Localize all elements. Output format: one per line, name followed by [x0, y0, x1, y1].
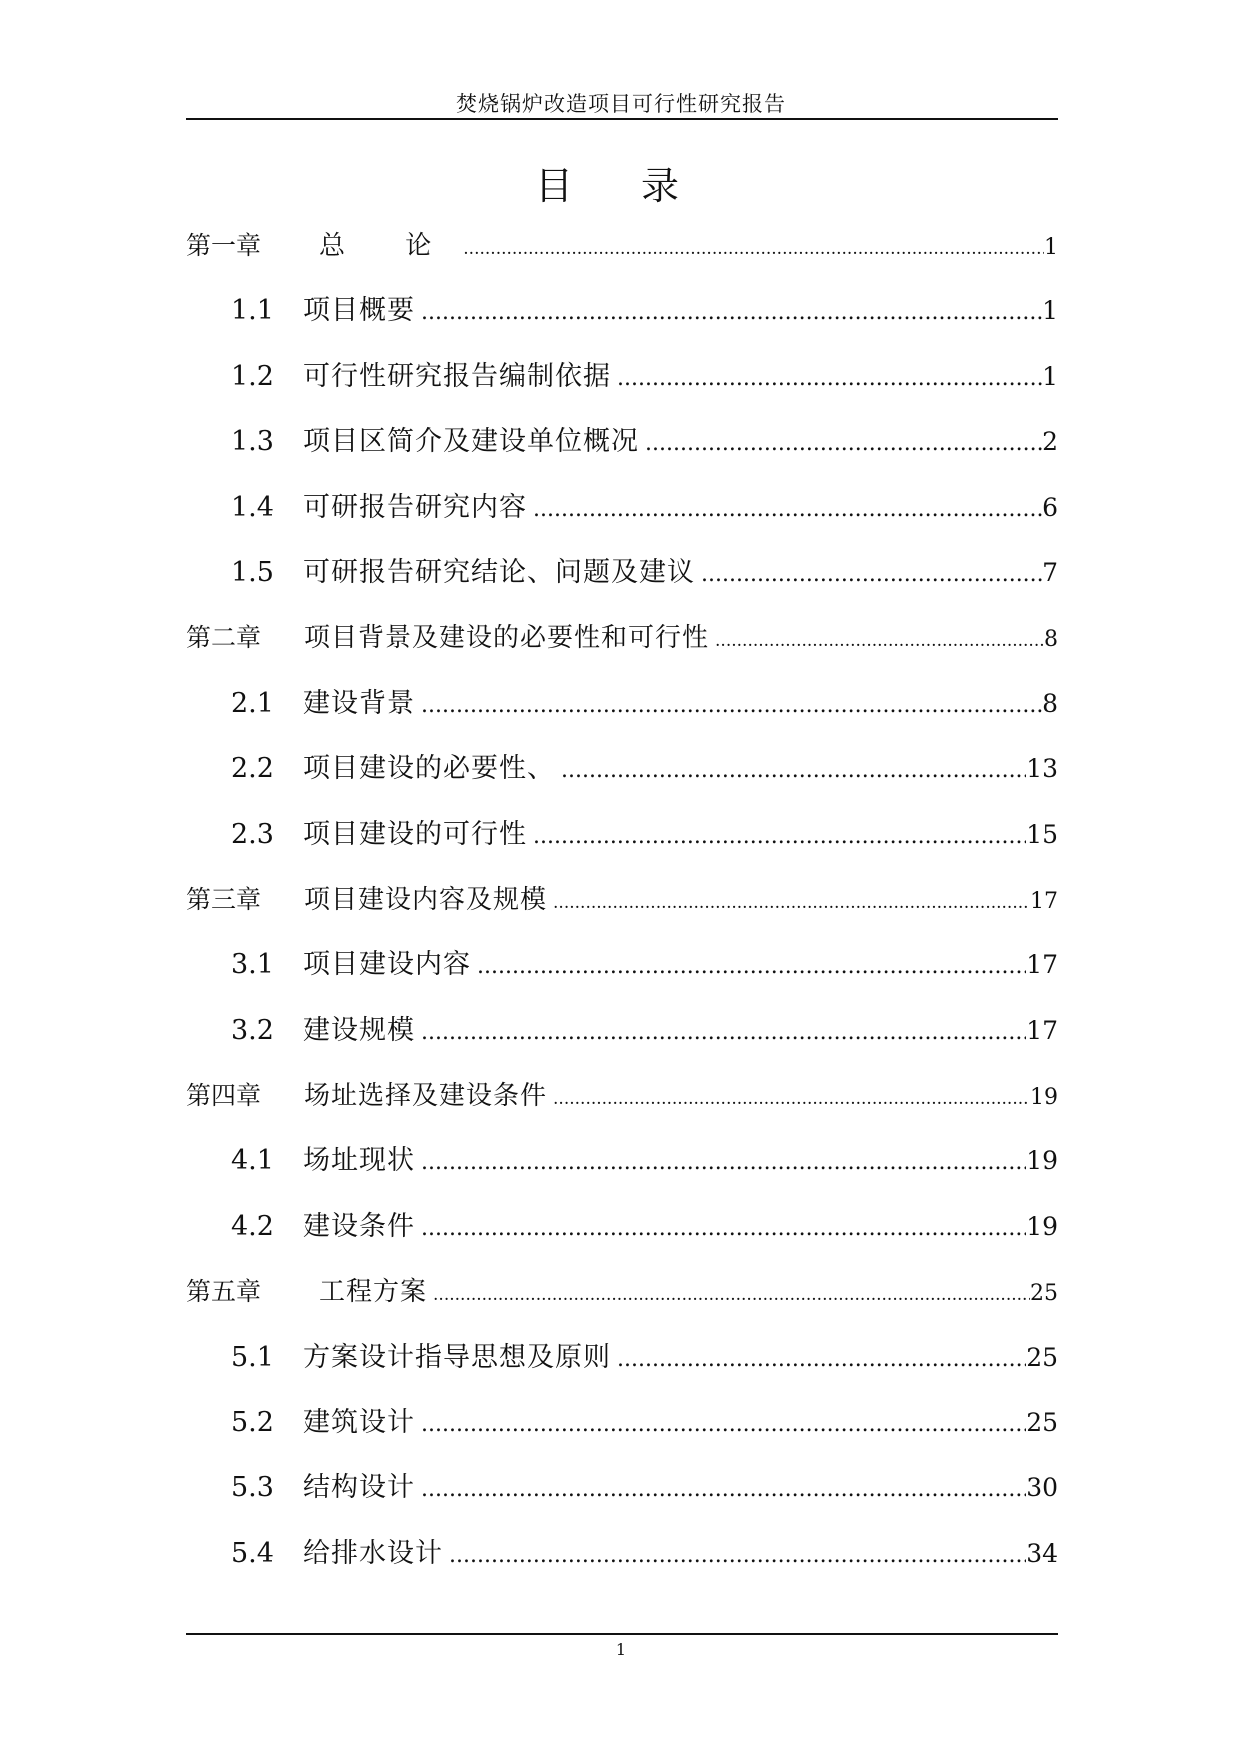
toc-entry-section[interactable] — [186, 810, 1058, 875]
toc-entry-chapter-3[interactable] — [186, 875, 1058, 940]
toc-entry-section[interactable] — [186, 1202, 1058, 1267]
toc-entry-section[interactable] — [186, 1463, 1058, 1528]
toc-entry-number: 2.2 — [231, 753, 274, 785]
toc-entry-page: 17 — [1026, 1015, 1058, 1045]
toc-entry-title: 项目建设内容 — [303, 949, 471, 981]
toc-entry-page: 6 — [1042, 492, 1058, 522]
toc-entry-number: 1.1 — [231, 295, 274, 327]
toc-entry-page: 19 — [1026, 1146, 1058, 1176]
toc-entry-page: 17 — [1026, 950, 1058, 980]
page-number: 1 — [615, 1640, 627, 1659]
toc-entry-section[interactable] — [186, 1398, 1058, 1463]
toc-entry-number: 4.2 — [231, 1210, 274, 1242]
toc-entry-title: 建筑设计 — [303, 1407, 415, 1439]
toc-leader-dots — [617, 354, 1042, 404]
toc-entry-title: 项目建设的可行性 — [303, 818, 527, 850]
toc-entry-title: 项目建设的必要性、 — [303, 753, 555, 785]
toc-entry-section[interactable] — [186, 1136, 1058, 1201]
toc-entry-page: 34 — [1026, 1538, 1058, 1568]
toc-entry-section[interactable] — [186, 940, 1058, 1005]
toc-leader-dots — [421, 1138, 1026, 1188]
toc-leader-dots — [463, 224, 1044, 274]
toc-entry-page: 19 — [1030, 1085, 1058, 1111]
toc-leader-dots — [617, 1335, 1026, 1385]
toc-entry-chapter-2[interactable] — [186, 613, 1058, 678]
toc-entry-title: 工程方案 — [319, 1277, 428, 1308]
toc-entry-title: 项目建设内容及规模 — [304, 884, 548, 915]
toc-leader-dots — [421, 1204, 1026, 1254]
toc-entry-title: 建设条件 — [303, 1210, 415, 1242]
toc-entry-number: 第四章 — [186, 1081, 262, 1111]
toc-entry-title: 给排水设计 — [303, 1537, 443, 1569]
footer-rule — [186, 1633, 1058, 1635]
table-of-contents — [186, 221, 1058, 1594]
toc-leader-dots — [421, 681, 1042, 731]
toc-entry-title: 建设背景 — [303, 687, 415, 719]
toc-leader-dots — [477, 942, 1026, 992]
toc-entry-number: 1.4 — [231, 491, 274, 523]
toc-entry-section[interactable] — [186, 483, 1058, 548]
toc-entry-number: 1.5 — [231, 556, 274, 588]
toc-entry-title: 总 论 — [319, 231, 458, 261]
toc-entry-page: 7 — [1042, 557, 1058, 587]
toc-entry-title: 方案设计指导思想及原则 — [303, 1341, 611, 1373]
toc-entry-number: 5.1 — [231, 1341, 274, 1373]
toc-entry-number: 第五章 — [186, 1277, 262, 1307]
toc-entry-number: 2.3 — [231, 818, 274, 850]
toc-leader-dots — [553, 878, 1030, 928]
toc-entry-page: 30 — [1026, 1473, 1058, 1503]
toc-leader-dots — [421, 1400, 1026, 1450]
toc-entry-chapter-5[interactable] — [186, 1267, 1058, 1332]
toc-leader-dots — [533, 485, 1042, 535]
toc-leader-dots — [449, 1531, 1026, 1581]
toc-leader-dots — [645, 419, 1042, 469]
toc-entry-title: 场址现状 — [303, 1145, 415, 1177]
toc-entry-section[interactable] — [186, 352, 1058, 417]
toc-entry-page: 25 — [1026, 1342, 1058, 1372]
toc-entry-page: 1 — [1042, 361, 1058, 391]
toc-entry-title: 场址选择及建设条件 — [304, 1081, 548, 1112]
toc-entry-title: 可研报告研究内容 — [303, 491, 527, 523]
toc-entry-chapter-4[interactable] — [186, 1071, 1058, 1136]
running-header: 焚烧锅炉改造项目可行性研究报告 — [456, 92, 786, 116]
toc-entry-number: 4.1 — [231, 1145, 274, 1177]
toc-leader-dots — [421, 1465, 1026, 1515]
toc-entry-section[interactable] — [186, 679, 1058, 744]
toc-leader-dots — [433, 1270, 1030, 1320]
toc-entry-section[interactable] — [186, 1006, 1058, 1071]
toc-entry-number: 5.3 — [231, 1472, 274, 1504]
toc-entry-page: 19 — [1026, 1211, 1058, 1241]
toc-entry-title: 项目概要 — [303, 295, 415, 327]
toc-entry-number: 1.3 — [231, 426, 274, 458]
toc-entry-number: 5.4 — [231, 1537, 274, 1569]
toc-entry-number: 第二章 — [186, 623, 262, 653]
toc-entry-number: 3.1 — [231, 949, 274, 981]
toc-entry-page: 2 — [1042, 427, 1058, 457]
toc-entry-number: 第三章 — [186, 884, 262, 914]
toc-entry-page: 13 — [1026, 754, 1058, 784]
toc-leader-dots — [421, 288, 1042, 338]
toc-entry-page: 25 — [1030, 1281, 1058, 1307]
toc-entry-chapter-1[interactable] — [186, 221, 1058, 286]
toc-entry-number: 1.2 — [231, 360, 274, 392]
toc-entry-page: 25 — [1026, 1408, 1058, 1438]
toc-leader-dots — [561, 746, 1026, 796]
toc-entry-number: 3.2 — [231, 1014, 274, 1046]
toc-entry-title: 建设规模 — [303, 1014, 415, 1046]
toc-entry-section[interactable] — [186, 1529, 1058, 1594]
toc-entry-section[interactable] — [186, 1333, 1058, 1398]
toc-entry-title: 可研报告研究结论、问题及建议 — [303, 556, 695, 588]
toc-leader-dots — [701, 550, 1042, 600]
toc-entry-section[interactable] — [186, 744, 1058, 809]
toc-entry-number: 第一章 — [186, 231, 262, 260]
toc-leader-dots — [533, 812, 1026, 862]
toc-leader-dots — [553, 1074, 1030, 1124]
toc-entry-number: 2.1 — [231, 687, 274, 719]
toc-entry-section[interactable] — [186, 417, 1058, 482]
toc-entry-page: 15 — [1026, 819, 1058, 849]
toc-entry-title: 结构设计 — [303, 1472, 415, 1504]
toc-entry-section[interactable] — [186, 286, 1058, 351]
toc-entry-title: 项目背景及建设的必要性和可行性 — [304, 623, 710, 654]
toc-title: 目 录 — [534, 164, 708, 208]
header-rule — [186, 118, 1058, 120]
toc-entry-title: 可行性研究报告编制依据 — [303, 360, 611, 392]
toc-entry-page: 1 — [1042, 296, 1058, 326]
toc-leader-dots — [715, 616, 1044, 666]
toc-entry-page: 8 — [1044, 627, 1058, 653]
toc-leader-dots — [421, 1008, 1026, 1058]
toc-entry-number: 5.2 — [231, 1407, 274, 1439]
toc-entry-page: 8 — [1042, 688, 1058, 718]
toc-entry-title: 项目区简介及建设单位概况 — [303, 426, 639, 458]
toc-entry-section[interactable] — [186, 548, 1058, 613]
toc-entry-page: 17 — [1030, 888, 1058, 914]
toc-entry-page: 1 — [1044, 235, 1058, 260]
